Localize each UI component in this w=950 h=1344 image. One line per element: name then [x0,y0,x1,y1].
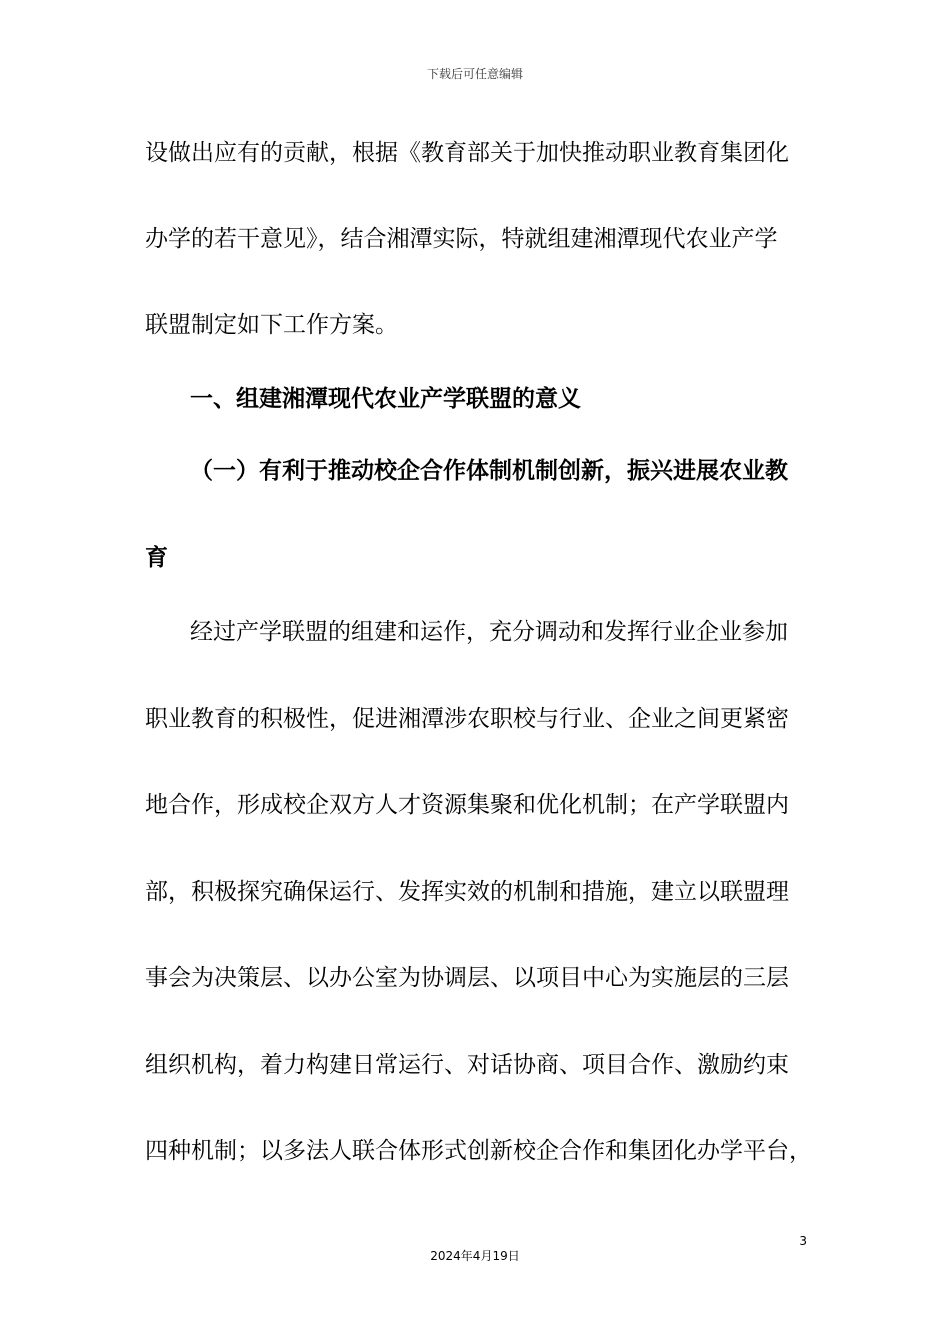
page-number: 3 [799,1234,807,1248]
paragraph-line: 组织机构，着力构建日常运行、对话协商、项目合作、激励约束 [145,1052,789,1078]
paragraph-line: 四种机制；以多法人联合体形式创新校企合作和集团化办学平台， [145,1138,812,1164]
subsection-heading-cont: 育 [145,545,168,571]
section-heading: 一、组建湘潭现代农业产学联盟的意义 [190,386,581,412]
paragraph-line: 事会为决策层、以办公室为协调层、以项目中心为实施层的三层 [145,965,789,991]
paragraph-line: 办学的若干意见》，结合湘潭实际，特就组建湘潭现代农业产学 [145,226,778,252]
subsection-heading: （一）有利于推动校企合作体制机制创新，振兴进展农业教 [190,458,788,484]
paragraph-line: 设做出应有的贡献，根据《教育部关于加快推动职业教育集团化 [145,140,789,166]
paragraph-line: 职业教育的积极性，促进湘潭涉农职校与行业、企业之间更紧密 [145,706,789,732]
header-note: 下载后可任意编辑 [426,67,523,81]
paragraph-line: 联盟制定如下工作方案。 [145,312,398,338]
footer-date: 2024年4月19日 [430,1249,520,1263]
paragraph-line: 地合作，形成校企双方人才资源集聚和优化机制；在产学联盟内 [145,792,789,818]
paragraph-line: 部，积极探究确保运行、发挥实效的机制和措施，建立以联盟理 [145,879,789,905]
paragraph-line: 经过产学联盟的组建和运作，充分调动和发挥行业企业参加 [190,619,788,645]
